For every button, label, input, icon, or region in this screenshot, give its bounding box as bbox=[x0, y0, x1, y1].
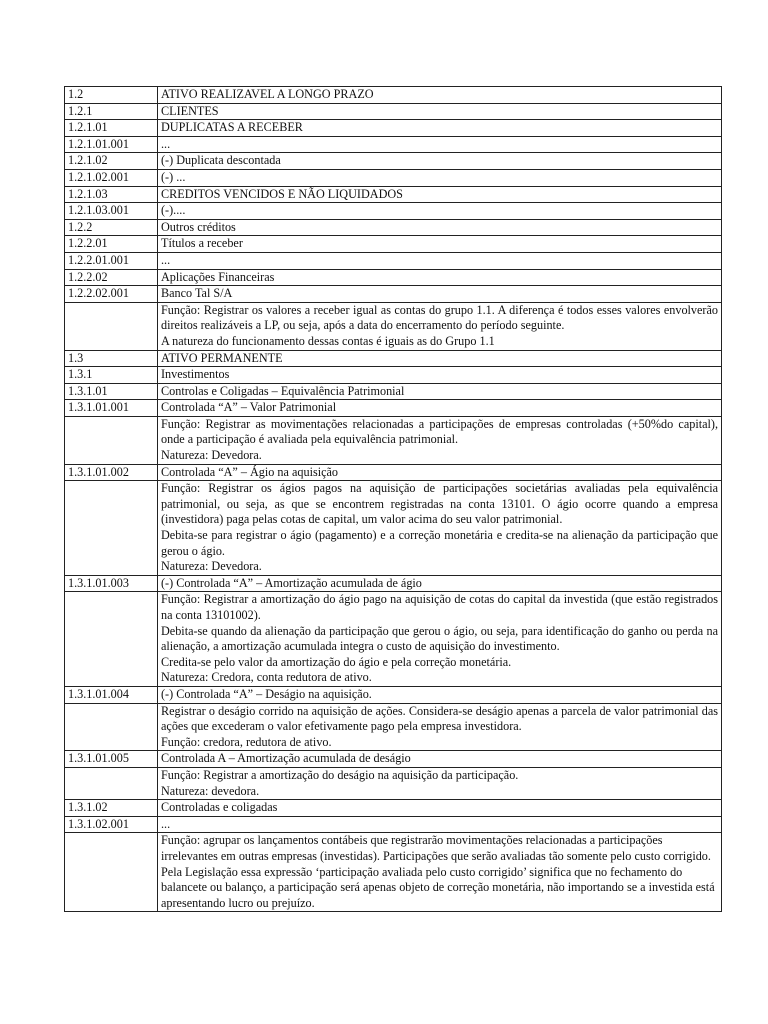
account-code: 1.2.2.02.001 bbox=[65, 286, 158, 303]
account-name: ... bbox=[158, 136, 722, 153]
account-description bbox=[158, 767, 722, 799]
account-description bbox=[158, 833, 722, 912]
account-code bbox=[65, 767, 158, 799]
account-code: 1.2.2.01.001 bbox=[65, 252, 158, 269]
account-name: Títulos a receber bbox=[158, 236, 722, 253]
account-row bbox=[65, 252, 722, 269]
account-code: 1.2.1.02.001 bbox=[65, 169, 158, 186]
account-row bbox=[65, 169, 722, 186]
account-code: 1.3.1.02.001 bbox=[65, 816, 158, 833]
account-name: (-) ... bbox=[158, 169, 722, 186]
account-code: 1.2.1.02 bbox=[65, 153, 158, 170]
account-row bbox=[65, 286, 722, 303]
account-row bbox=[65, 136, 722, 153]
account-row bbox=[65, 575, 722, 592]
description-paragraph: Natureza: Devedora. bbox=[161, 559, 262, 574]
account-row bbox=[65, 269, 722, 286]
account-row bbox=[65, 383, 722, 400]
account-description bbox=[158, 416, 722, 464]
account-description bbox=[158, 481, 722, 576]
description-paragraph: Natureza: devedora. bbox=[161, 783, 260, 798]
description-paragraph: A natureza do funcionamento dessas contas é iguais as do Grupo 1.1 bbox=[161, 333, 495, 348]
description-row bbox=[65, 767, 722, 799]
account-row bbox=[65, 464, 722, 481]
account-row bbox=[65, 816, 722, 833]
account-code: 1.2.1 bbox=[65, 103, 158, 120]
description-row bbox=[65, 592, 722, 687]
account-code bbox=[65, 833, 158, 912]
account-code: 1.3.1.01.004 bbox=[65, 686, 158, 703]
account-row bbox=[65, 367, 722, 384]
account-name: CLIENTES bbox=[158, 103, 722, 120]
account-code bbox=[65, 481, 158, 576]
account-row bbox=[65, 400, 722, 417]
description-paragraph: Função: agrupar os lançamentos contábeis que registrarão movimentações relacionadas a participações irrelevantes em outras empresas (investidas). Participações que serão avaliadas tão somente pelo custo corrigido. Pela Legislação essa expressão ‘participação avaliada pelo custo corrigido’ significa que no fechamento do balancete ou balanço, a participação será apenas objeto de correção monetária, não importando se a investida está apresentando lucro ou prejuízo. bbox=[161, 833, 715, 910]
account-code bbox=[65, 302, 158, 350]
account-row bbox=[65, 800, 722, 817]
account-code: 1.2.2 bbox=[65, 219, 158, 236]
account-code: 1.2.2.02 bbox=[65, 269, 158, 286]
description-row bbox=[65, 302, 722, 350]
account-row bbox=[65, 87, 722, 104]
account-row bbox=[65, 686, 722, 703]
account-name: Controlada A – Amortização acumulada de deságio bbox=[158, 751, 722, 768]
chart-of-accounts-table bbox=[64, 86, 722, 912]
account-row bbox=[65, 236, 722, 253]
account-name: Controlada “A” – Ágio na aquisição bbox=[158, 464, 722, 481]
account-code: 1.2.2.01 bbox=[65, 236, 158, 253]
account-row bbox=[65, 103, 722, 120]
table-body bbox=[65, 87, 722, 912]
account-row bbox=[65, 120, 722, 137]
description-row bbox=[65, 416, 722, 464]
account-row bbox=[65, 350, 722, 367]
description-paragraph: Função: Registrar a amortização do deságio na aquisição da participação. bbox=[161, 767, 519, 782]
account-name: (-) Controlada “A” – Amortização acumulada de ágio bbox=[158, 575, 722, 592]
description-paragraph: Debita-se para registrar o ágio (pagamento) e a correção monetária e credita-se na alienação da participação que gerou o ágio. bbox=[161, 528, 718, 558]
account-name: (-).... bbox=[158, 203, 722, 220]
account-row bbox=[65, 203, 722, 220]
account-row bbox=[65, 751, 722, 768]
account-row bbox=[65, 186, 722, 203]
account-name: Aplicações Financeiras bbox=[158, 269, 722, 286]
account-name: (-) Controlada “A” – Deságio na aquisição. bbox=[158, 686, 722, 703]
account-name: ATIVO REALIZAVEL A LONGO PRAZO bbox=[158, 87, 722, 104]
description-paragraph: Função: Registrar a amortização do ágio pago na aquisição de cotas do capital da investida (que estão registrados na conta 13101002). bbox=[161, 592, 718, 622]
account-code: 1.3.1.01.005 bbox=[65, 751, 158, 768]
account-row bbox=[65, 219, 722, 236]
account-name: Outros créditos bbox=[158, 219, 722, 236]
account-code: 1.2.1.03 bbox=[65, 186, 158, 203]
description-paragraph: Função: credora, redutora de ativo. bbox=[161, 734, 332, 749]
account-code bbox=[65, 703, 158, 751]
description-row bbox=[65, 703, 722, 751]
account-description bbox=[158, 592, 722, 687]
account-name: ... bbox=[158, 252, 722, 269]
account-name: Controlas e Coligadas – Equivalência Patrimonial bbox=[158, 383, 722, 400]
account-row bbox=[65, 153, 722, 170]
account-description bbox=[158, 703, 722, 751]
account-code: 1.3.1.01 bbox=[65, 383, 158, 400]
document-page bbox=[64, 86, 722, 912]
account-code bbox=[65, 416, 158, 464]
description-paragraph: Função: Registrar os valores a receber igual as contas do grupo 1.1. A diferença é todos esses valores envolverão direitos realizáveis a LP, ou seja, após a data do encerramento do período seguinte. bbox=[161, 302, 718, 333]
account-code: 1.2 bbox=[65, 87, 158, 104]
account-name: Controladas e coligadas bbox=[158, 800, 722, 817]
account-name: ATIVO PERMANENTE bbox=[158, 350, 722, 367]
description-paragraph: Debita-se quando da alienação da participação que gerou o ágio, ou seja, para identificação do ganho ou perda na alienação, a amortização acumulada integra o custo de aquisição do investimento. bbox=[161, 623, 718, 654]
account-code: 1.2.1.01.001 bbox=[65, 136, 158, 153]
account-code: 1.3.1 bbox=[65, 367, 158, 384]
account-name: DUPLICATAS A RECEBER bbox=[158, 120, 722, 137]
account-code: 1.3 bbox=[65, 350, 158, 367]
description-paragraph: Natureza: Devedora. bbox=[161, 448, 262, 463]
description-paragraph: Credita-se pelo valor da amortização do ágio e pela correção monetária. bbox=[161, 654, 512, 669]
account-name: Controlada “A” – Valor Patrimonial bbox=[158, 400, 722, 417]
description-paragraph: Função: Registrar as movimentações relacionadas a participações de empresas controladas (+50%do capital), onde a participação é avaliada pela equivalência patrimonial. bbox=[161, 416, 718, 447]
account-code: 1.2.1.03.001 bbox=[65, 203, 158, 220]
description-paragraph: Função: Registrar os ágios pagos na aquisição de participações societárias avaliadas pela equivalência patrimonial, ou seja, as que se encontrem registradas na conta 13101. O ágio ocorre quando a empresa (investidora) paga pelas cotas de capital, um valor acima do seu valor patrimonial. bbox=[161, 481, 718, 527]
account-description bbox=[158, 302, 722, 350]
description-row bbox=[65, 833, 722, 912]
account-name: ... bbox=[158, 816, 722, 833]
description-row bbox=[65, 481, 722, 576]
description-paragraph: Natureza: Credora, conta redutora de ativo. bbox=[161, 670, 372, 685]
account-name: Investimentos bbox=[158, 367, 722, 384]
account-name: (-) Duplicata descontada bbox=[158, 153, 722, 170]
account-code: 1.3.1.01.002 bbox=[65, 464, 158, 481]
account-code: 1.3.1.01.001 bbox=[65, 400, 158, 417]
account-code: 1.3.1.02 bbox=[65, 800, 158, 817]
account-code: 1.3.1.01.003 bbox=[65, 575, 158, 592]
account-code bbox=[65, 592, 158, 687]
account-name: CREDITOS VENCIDOS E NÃO LIQUIDADOS bbox=[158, 186, 722, 203]
account-name: Banco Tal S/A bbox=[158, 286, 722, 303]
description-paragraph: Registrar o deságio corrido na aquisição de ações. Considera-se deságio apenas a parcela de valor patrimonial das ações que excederam o valor efetivamente pago pela empresa investidora. bbox=[161, 703, 718, 734]
account-code: 1.2.1.01 bbox=[65, 120, 158, 137]
